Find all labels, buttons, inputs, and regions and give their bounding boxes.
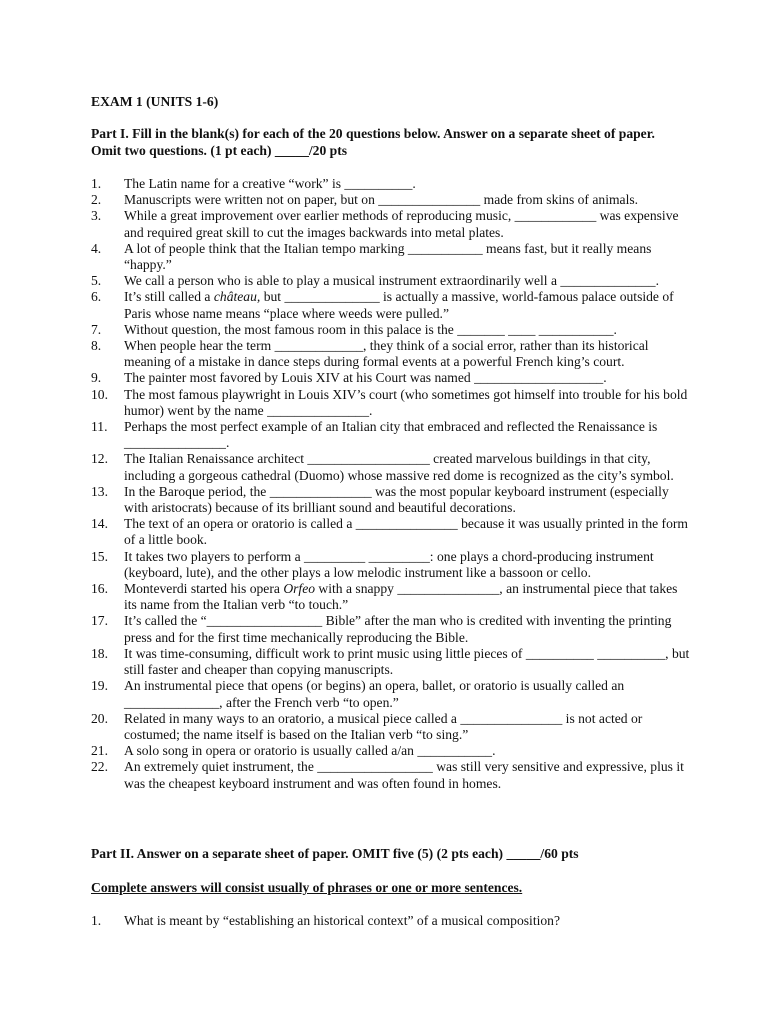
question-text: The text of an opera or oratorio is called a _______________ because it was usually printed in the form of a little book. (124, 516, 688, 548)
question-item (91, 370, 691, 386)
question-text: While a great improvement over earlier methods of reproducing music, ____________ was expensive and required great skill to cut the images backwards into metal plates. (124, 208, 679, 240)
question-text: We call a person who is able to play a musical instrument extraordinarily well a ______________. (124, 273, 659, 289)
part1-heading-line2: Omit two questions. (1 pt each) _____/20 pts (91, 143, 348, 158)
part1-heading-line1: Part I. Fill in the blank(s) for each of the 20 questions below. Answer on a separate sheet of paper. (91, 126, 655, 141)
question-number: 8. (91, 338, 102, 354)
part1-question-list (91, 176, 691, 792)
question-item (91, 743, 691, 759)
question-number: 7. (91, 321, 102, 337)
question-item (91, 581, 691, 613)
question-text: Related in many ways to an oratorio, a musical piece called a _______________ is not acted or costumed; the name itself is based on the Italian verb “to sing.” (124, 710, 643, 742)
part1-heading (91, 125, 691, 159)
question-number: 19. (91, 678, 108, 694)
question-text: Manuscripts were written not on paper, but on _______________ made from skins of animals. (124, 192, 639, 208)
question-item (91, 387, 691, 419)
question-text: What is meant by “establishing an historical context” of a musical composition? (124, 913, 561, 928)
question-text: It takes two players to perform a _________ _________: one plays a chord-producing instrument (keyboard, lute), and the other plays a low melodic instrument like a bassoon or cello. (124, 548, 654, 580)
question-text: The Latin name for a creative “work” is __________. (124, 176, 416, 191)
question-item (91, 241, 691, 273)
question-text: In the Baroque period, the _______________ was the most popular keyboard instrument (especially with aristocrats) because of its brilliant sound and beautiful decorations. (124, 483, 669, 516)
question-item (91, 322, 691, 338)
question-item (91, 613, 691, 645)
question-number: 21. (91, 743, 108, 759)
question-item (91, 192, 691, 208)
question-item (91, 273, 691, 289)
question-number: 2. (91, 192, 102, 208)
question-text-part: with a snappy _______________, an instrumental piece that takes its name from the Italian verb “to touch.” (124, 581, 678, 613)
question-text: A lot of people think that the Italian tempo marking ___________ means fast, but it really means “happy.” (124, 240, 652, 273)
question-number: 6. (91, 289, 102, 305)
question-text: The painter most favored by Louis XIV at his Court was named ___________________. (124, 370, 607, 386)
question-number: 14. (91, 516, 108, 532)
question-item (91, 549, 691, 581)
question-text-italic: château, (213, 289, 261, 305)
question-item (91, 678, 691, 710)
question-text: The Italian Renaissance architect __________________ created marvelous buildings in that city, including a gorgeous cathedral (Duomo) whose massive red dome is recognized as the city’s symbol. (124, 451, 674, 483)
question-text-part: but ______________ is actually a massive, world-famous palace outside of Paris whose name means “place where weeds were pulled.” (124, 289, 674, 321)
question-text: A solo song in opera or oratorio is usually called a/an ___________. (124, 743, 496, 759)
question-text: When people hear the term _____________, they think of a social error, rather than its historical meaning of a mistake in dance steps during formal events at a powerful French king’s court. (124, 338, 649, 370)
question-number: 11. (91, 419, 108, 435)
question-text: Without question, the most famous room in this palace is the _______ ____ ___________. (124, 321, 617, 337)
question-item (91, 451, 691, 483)
question-item (91, 516, 691, 548)
question-item (91, 711, 691, 743)
question-number: 4. (91, 240, 102, 256)
question-item (91, 208, 691, 240)
question-number: 16. (91, 581, 108, 597)
question-number: 18. (91, 645, 108, 661)
question-text: An instrumental piece that opens (or begins) an opera, ballet, or oratorio is usually called an ______________, after the French verb “to open.” (124, 678, 625, 710)
question-text-part: Monteverdi started his opera (124, 581, 284, 597)
part2-heading: Part II. Answer on a separate sheet of paper. OMIT five (5) (2 pts each) _____/60 pts (91, 846, 579, 861)
question-number: 5. (91, 273, 102, 289)
question-number: 3. (91, 208, 102, 224)
question-text: The most famous playwright in Louis XIV’s court (who sometimes got himself into trouble for his bold humor) went by the name _______________. (124, 386, 688, 418)
question-number: 15. (91, 548, 108, 564)
question-item (91, 759, 691, 791)
question-number: 9. (91, 370, 102, 386)
question-item (91, 289, 691, 321)
question-number: 13. (91, 483, 108, 499)
question-text (124, 289, 674, 320)
question-number: 22. (91, 759, 108, 775)
question-text (124, 581, 677, 612)
question-item (91, 176, 691, 192)
part2-note: Complete answers will consist usually of phrases or one or more sentences. (91, 880, 523, 895)
question-number: 20. (91, 710, 108, 726)
question-item (91, 419, 691, 451)
question-item (91, 338, 691, 370)
question-number: 1. (91, 913, 102, 928)
question-text-part: It’s still called a (124, 289, 214, 305)
question-text: An extremely quiet instrument, the _________________ was still very sensitive and expressive, plus it was the cheapest keyboard instrument and was often found in homes. (124, 759, 684, 791)
question-text: Perhaps the most perfect example of an Italian city that embraced and reflected the Renaissance is _______________. (124, 419, 658, 451)
question-number: 10. (91, 386, 108, 402)
question-text-italic: Orfeo (283, 581, 316, 597)
question-text: It’s called the “_________________ Bible” after the man who is credited with inventing the printing press and for the first time mechanically reproducing the Bible. (124, 613, 672, 645)
exam-title: EXAM 1 (UNITS 1-6) (91, 94, 219, 109)
question-number: 1. (91, 176, 102, 191)
question-item (91, 484, 691, 516)
question-number: 12. (91, 451, 108, 467)
question-number: 17. (91, 613, 108, 629)
question-item (91, 646, 691, 678)
question-text: It was time-consuming, difficult work to print music using little pieces of __________ __________, but still faster and cheaper than copying manuscripts. (124, 645, 690, 678)
